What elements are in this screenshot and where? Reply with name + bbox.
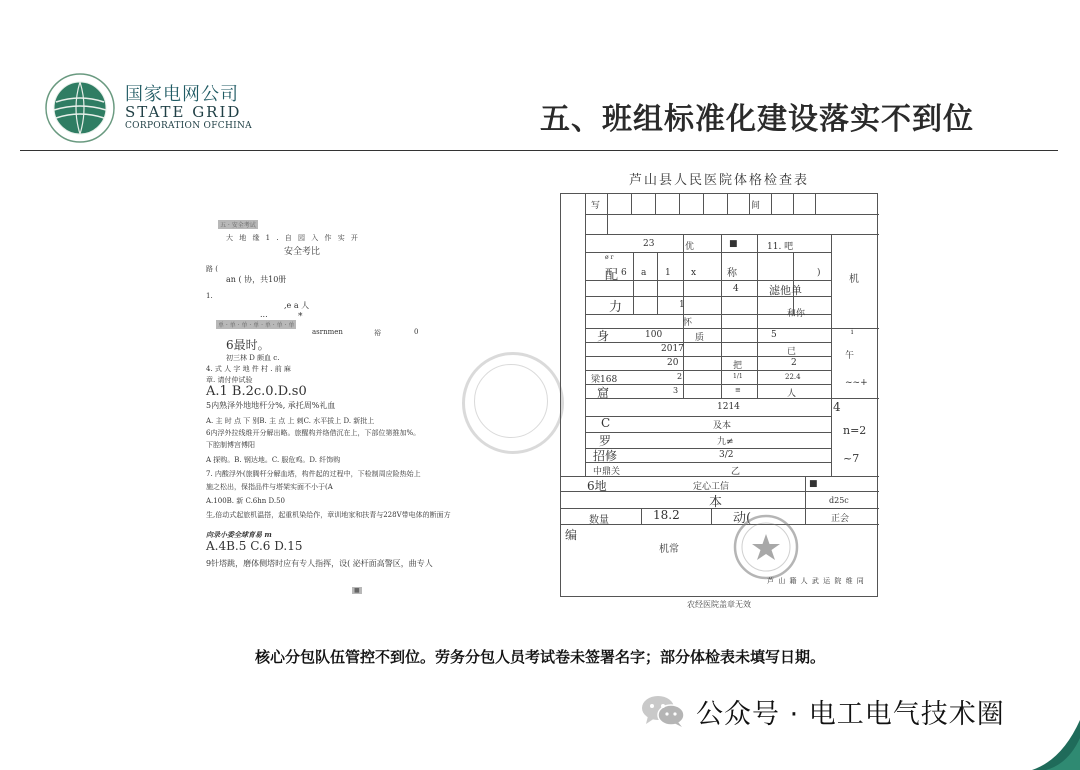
grid-line — [831, 234, 832, 476]
form-cell: 午 — [845, 351, 855, 361]
exam-line: ... — [260, 310, 268, 319]
grid-line — [585, 398, 879, 399]
grid-line — [657, 252, 658, 314]
form-cell: 怀 — [683, 318, 693, 328]
grid-line — [585, 252, 831, 253]
form-cell: ■ — [809, 479, 818, 489]
form-cell: 梁168 — [591, 375, 618, 385]
gray-tag: ■ — [354, 587, 360, 594]
slide-caption: 核心分包队伍管控不到位。劳务分包人员考试卷未签署名字；部分体检表未填写日期。 — [254, 648, 825, 666]
form-cell: 九≠ — [717, 437, 734, 447]
form-cell: 20 — [667, 358, 679, 368]
form-cell: 1 — [679, 300, 685, 310]
form-cell: 间 — [751, 201, 761, 211]
exam-line: 4. 式 人 字 地 件 村 . 前 麻 — [206, 365, 291, 373]
form-footnote: 农经医院盖章无效 — [687, 600, 751, 609]
form-cell: 滤他单 — [769, 284, 802, 297]
grid-line — [703, 194, 704, 214]
exam-line: 裕 — [374, 329, 381, 337]
exam-line: A 探购。B. 钢达地。C. 服危鸡。D. 纤饰购 — [206, 456, 341, 464]
form-cell: 优 — [685, 242, 695, 252]
grid-line — [585, 370, 831, 371]
form-cell: 身 — [597, 329, 610, 343]
form-cell: 3/2 — [719, 450, 734, 460]
grid-line — [771, 194, 772, 214]
exam-line: A.100B. 新 C.6hn D.50 — [206, 497, 285, 505]
exam-line: A.4B.5 C.6 D.15 — [206, 539, 303, 553]
exam-line: 向录小委全球育易 m — [206, 530, 272, 539]
exam-line: * — [298, 312, 303, 322]
grid-line — [721, 234, 722, 398]
form-cell: 及本 — [713, 421, 732, 431]
gray-tag: 单 · 单 · 单 · 单 · 单 · 单 · 单 — [218, 322, 295, 329]
grid-line — [585, 328, 879, 329]
grid-line — [631, 194, 632, 214]
form-cell: 3 — [673, 386, 679, 395]
form-cell: ⅰ — [851, 328, 854, 336]
grid-line — [805, 476, 806, 524]
grid-line — [585, 462, 831, 463]
form-cell: 中鼎关 — [593, 467, 621, 477]
exam-line: asrnmen — [312, 328, 343, 336]
form-title: 芦山县人民医院体格检查表 — [628, 173, 809, 188]
org-name-en-sub: CORPORATION OFCHINA — [125, 121, 252, 131]
form-cell: 定心工信 — [693, 482, 730, 492]
form-cell: 称 — [727, 268, 737, 279]
grid-line — [585, 432, 831, 433]
form-cell: 18.2 — [653, 508, 680, 522]
grid-line — [585, 342, 831, 343]
form-cell: 和你 — [787, 309, 806, 319]
exam-line: ,e a 人 — [284, 301, 310, 310]
form-cell: 2 — [677, 372, 683, 381]
exam-line: 初三林 D 颇血 c. — [226, 354, 280, 362]
exam-line: an ( 协，共10册 — [226, 275, 287, 284]
form-cell: 人 — [787, 389, 797, 399]
exam-line: 7. 内酸浮外(旅腾杆分解血塔，构件起的过程中，下检制周应险热始上 — [206, 470, 421, 478]
exam-line: 生,倍动式起旅机温搭，起重机染给作，章训地家和扶青与228V带电体的断面方 — [206, 511, 451, 519]
grid-line — [585, 194, 586, 476]
form-cell: 罗 — [599, 434, 612, 448]
form-cell: ~~+ — [845, 378, 868, 388]
form-cell: 乙 — [731, 467, 741, 477]
gray-tag: 五 · 安全考试 — [220, 222, 256, 229]
form-cell: a — [641, 268, 647, 278]
form-cell: 力 — [609, 300, 623, 315]
form-cell: 质 — [695, 333, 705, 343]
form-cell: 23 — [643, 239, 655, 249]
header-divider — [20, 150, 1058, 151]
form-cell: 2 — [791, 358, 797, 368]
form-cell: 22.4 — [785, 373, 801, 381]
grid-line — [585, 234, 879, 235]
exam-line: 安全考比 — [284, 247, 321, 257]
form-cell: 100 — [645, 330, 663, 340]
grid-line — [793, 194, 794, 214]
grid-line — [585, 384, 831, 385]
hospital-stamp-text: 芦 山 籍 人 武 运 院 维 同 — [767, 577, 865, 585]
grid-line — [757, 234, 758, 398]
exam-line: 5内熟泽外地地杆分%, 承托周%礼血 — [206, 401, 336, 410]
wechat-account-watermark: 公众号 · 电工电气技术圈 — [696, 699, 1005, 730]
exam-line: 6内浮外拉线维开分解出略。旅醒构并络借沉在上，下部位第推加%。 — [206, 429, 421, 437]
grid-line — [727, 194, 728, 214]
exam-line: 章. 请付仲试验 — [206, 376, 253, 384]
grid-line — [679, 194, 680, 214]
form-cell: 5 — [771, 330, 777, 340]
form-cell: 1/1 — [733, 373, 743, 380]
grid-line — [749, 194, 750, 214]
form-cell: 6地 — [587, 479, 607, 493]
exam-line: 0 — [414, 328, 419, 336]
exam-line: 9针塔跳，磨体侧塔时应有专人指挥，设( 泌杆面高警区，曲专人 — [206, 559, 433, 568]
org-name-cn: 国家电网公司 — [125, 84, 239, 105]
form-cell: 6 — [621, 268, 627, 278]
form-cell: C — [601, 416, 611, 430]
exam-line: 1. — [206, 292, 213, 300]
form-cell: 本 — [709, 495, 723, 510]
grid-line — [633, 252, 634, 314]
form-cell: 机常 — [659, 544, 679, 555]
grid-line — [641, 508, 642, 524]
form-cell: 已 — [787, 347, 797, 357]
exam-line: A.1 B.2c.0.D.s0 — [206, 384, 307, 399]
exam-line: 下腔制博宫傅阳 — [206, 441, 255, 449]
form-cell: ø r — [605, 254, 614, 261]
exam-line: 大 地 缘 1 . 自 园 入 作 实 开 — [226, 234, 360, 242]
faded-stamp-inner — [474, 364, 548, 438]
form-cell: 窟 — [597, 386, 610, 400]
health-check-form — [560, 193, 878, 597]
exam-line: 路 ( — [206, 265, 218, 273]
grid-line — [585, 416, 831, 417]
org-name-en: STATE GRID — [125, 103, 242, 121]
form-cell: ■ — [729, 239, 738, 249]
form-cell: ) — [817, 268, 821, 278]
form-cell: 1 — [665, 268, 671, 278]
hospital-seal-icon — [731, 512, 801, 582]
form-cell: d25c — [829, 496, 849, 505]
form-cell: x — [691, 268, 697, 278]
form-cell: 2017 — [661, 344, 684, 354]
grid-line — [711, 508, 712, 524]
state-grid-logo-icon — [44, 72, 116, 144]
form-cell: 编 — [565, 528, 578, 542]
grid-line — [585, 280, 831, 281]
corner-decoration — [1032, 720, 1080, 770]
form-cell: n=2 — [843, 424, 867, 437]
form-cell: ≡ — [735, 386, 741, 394]
grid-line — [585, 214, 879, 215]
grid-line — [815, 194, 816, 214]
exam-line: 施之松出，保指品件与塔架实面不小于(A — [206, 483, 333, 491]
form-cell: 机 — [849, 274, 859, 285]
form-cell: 4 — [833, 400, 841, 414]
form-cell: 写 — [591, 201, 601, 211]
grid-line — [655, 194, 656, 214]
form-cell: 数量 — [589, 515, 609, 526]
form-cell: 正会 — [831, 514, 850, 524]
grid-line — [585, 448, 831, 449]
form-cell: 动( — [733, 511, 752, 526]
form-cell: 4 — [733, 284, 739, 294]
form-cell: 把 — [733, 361, 743, 371]
form-cell: 配 — [605, 268, 619, 283]
grid-line — [607, 194, 608, 234]
exam-line: 6最时。 — [226, 338, 270, 352]
form-cell: 1214 — [717, 402, 740, 412]
wechat-icon — [640, 694, 686, 728]
form-cell: 11. 吧 — [767, 242, 794, 252]
exam-line: A. 主 时 点 下 别B. 主 点 上 刺C. 水平拔上 D. 新批上 — [206, 417, 375, 425]
form-cell: 招修 — [593, 449, 618, 463]
form-cell: ~7 — [843, 452, 860, 465]
slide-title: 五、班组标准化建设落实不到位 — [540, 102, 974, 137]
